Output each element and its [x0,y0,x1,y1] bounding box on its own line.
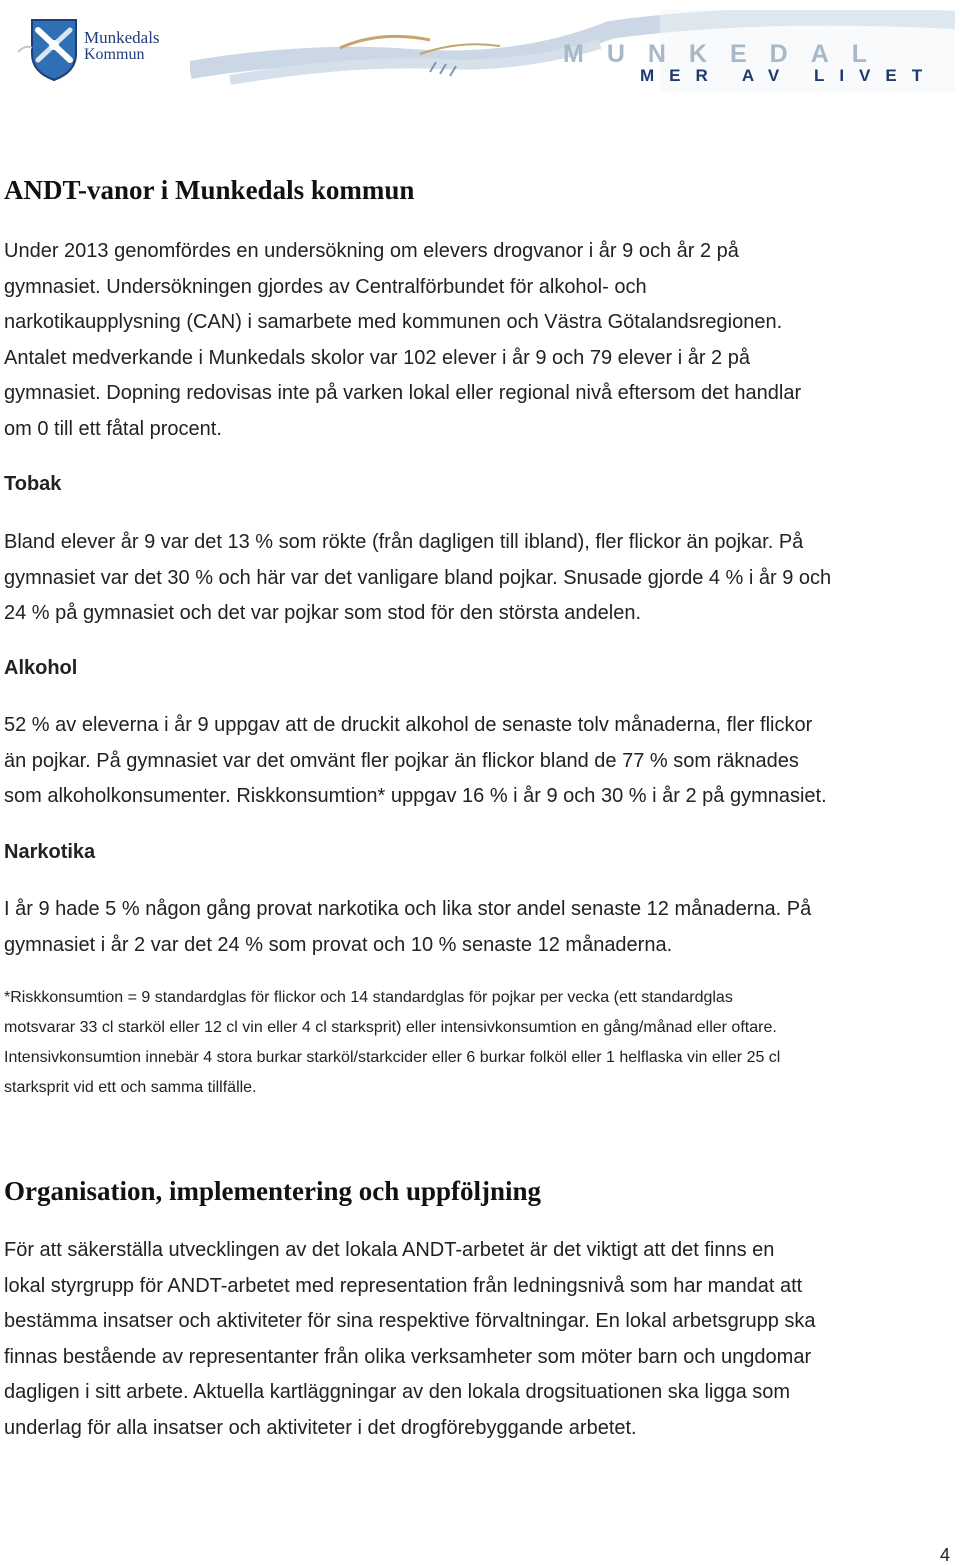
intro-line: Antalet medverkande i Munkedals skolor var 102 elever i år 9 och 79 elever i år 2 på [4,346,750,369]
section-line: bestämma insatser och aktiviteter för sina respektive förvaltningar. En lokal arbetsgrupp ska [4,1310,816,1332]
banner-slogan: MER AV LIVET [640,66,938,85]
intro-line: om 0 till ett fåtal procent. [4,417,222,440]
narkotika-line: I år 9 hade 5 % någon gång provat narkotika och lika stor andel senaste 12 månaderna. På [4,898,812,920]
logo-name-line1: Munkedals [84,28,160,47]
section-title: Organisation, implementering och uppföljning [4,1176,542,1206]
intro-line: gymnasiet. Dopning redovisas inte på varken lokal eller regional nivå eftersom det handlar [4,382,802,404]
section-line: dagligen i sitt arbete. Aktuella kartläggningar av den lokala drogsituationen ska ligga som [4,1381,791,1403]
alkohol-line: som alkoholkonsumenter. Riskkonsumtion* uppgav 16 % i år 9 och 30 % i år 2 på gymnasiet. [4,785,827,807]
section-line: finnas bestående av representanter från olika verksamheter som möter barn och ungdomar [4,1345,812,1368]
banner-title: MUNKEDAL [563,40,891,68]
heading-tobak: Tobak [4,473,62,495]
narkotika-paragraph [4,892,954,963]
document-title: ANDT-vanor i Munkedals kommun [4,175,415,205]
tobak-line: gymnasiet var det 30 % och här var det vanligare bland pojkar. Snusade gjorde 4 % i år 9 och [4,566,832,589]
logo-name-line2: Kommun [84,46,145,63]
intro-paragraph [4,234,954,447]
footnote-line: Intensivkonsumtion innebär 4 stora burkar starköl/starkcider eller 6 burkar folköl eller 1 helflaska vin eller 25 cl [4,1049,781,1066]
narkotika-line: gymnasiet i år 2 var det 24 % som provat och 10 % senaste 12 månaderna. [4,933,673,956]
heading-narkotika: Narkotika [4,841,96,863]
intro-line: Under 2013 genomfördes en undersökning om elevers drogvanor i år 9 och år 2 på [4,240,739,262]
section-line: För att säkerställa utvecklingen av det lokala ANDT-arbetet är det viktigt att det finns en [4,1239,775,1261]
alkohol-line: än pojkar. På gymnasiet var det omvänt fler pojkar än flickor bland de 77 % som räknades [4,749,799,772]
section-line: underlag för alla insatser och aktiviteter i det drogförebyggande arbetet. [4,1416,637,1439]
tobak-line: Bland elever år 9 var det 13 % som rökte (från dagligen till ibland), fler flickor än pojkar. På [4,531,804,553]
page-number: 4 [940,1545,951,1565]
section-line: lokal styrgrupp för ANDT-arbetet med representation från ledningsnivå som har mandat att [4,1274,803,1297]
footnote-line: *Riskkonsumtion = 9 standardglas för flickor och 14 standardglas för pojkar per vecka (ett standardglas [4,989,733,1006]
heading-alkohol: Alkohol [4,657,78,679]
footnote [4,983,954,1103]
section-paragraph [4,1233,954,1446]
tobak-paragraph [4,525,954,632]
footnote-line: starksprit vid ett och samma tillfälle. [4,1079,257,1096]
footnote-line: motsvarar 33 cl starköl eller 12 cl vin eller 4 cl starksprit) eller intensivkonsumtion en gång/månad eller oftare. [4,1019,777,1036]
intro-line: gymnasiet. Undersökningen gjordes av Centralförbundet för alkohol- och [4,275,647,298]
intro-line: narkotikaupplysning (CAN) i samarbete med kommunen och Västra Götalandsregionen. [4,311,783,333]
page-header [0,0,960,100]
alkohol-line: 52 % av eleverna i år 9 uppgav att de druckit alkohol de senaste tolv månaderna, fler flickor [4,714,813,736]
tobak-line: 24 % på gymnasiet och det var pojkar som stod för den största andelen. [4,602,642,624]
alkohol-paragraph [4,708,954,815]
